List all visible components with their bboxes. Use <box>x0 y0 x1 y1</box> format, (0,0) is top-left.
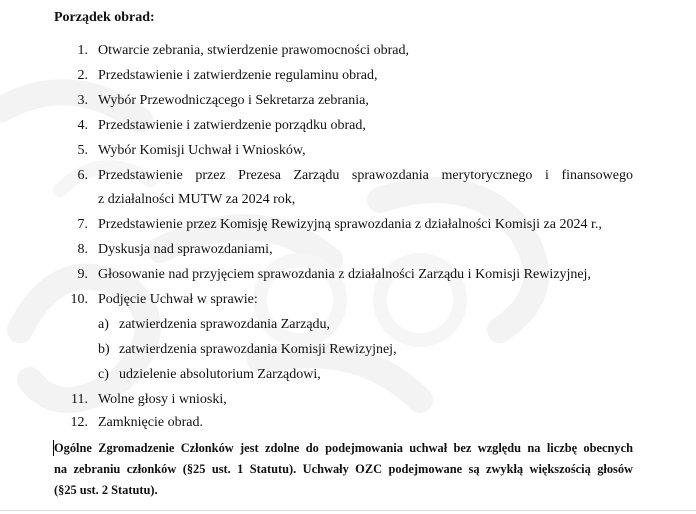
agenda-subitem-text: zatwierdzenia sprawozdania Komisji Rewizyjnej, <box>119 342 397 357</box>
agenda-item-text: Podjęcie Uchwał w sprawie: <box>98 292 258 307</box>
agenda-item-text: Otwarcie zebrania, stwierdzenie prawomocności obrad, <box>98 43 409 58</box>
page-bottom-edge <box>0 510 696 511</box>
agenda-item-number: 3. <box>77 93 88 108</box>
agenda-item-number: 11. <box>71 392 88 407</box>
note-line: na zebraniu członków (§25 ust. 1 Statutu). Uchwały OZC podejmowane są zwykłą większością głosów <box>54 462 633 476</box>
agenda-subitem-letter: c) <box>98 367 109 382</box>
agenda-subitem-text: zatwierdzenia sprawozdania Zarządu, <box>119 317 331 332</box>
quorum-note[interactable] <box>54 438 633 501</box>
note-line: Ogólne Zgromadzenie Członków jest zdolne do podejmowania uchwał bez względu na liczbę obecnych <box>54 441 633 455</box>
agenda-item-number: 4. <box>77 118 88 133</box>
agenda-item-text: Przedstawienie i zatwierdzenie regulaminu obrad, <box>98 68 378 83</box>
agenda-item-text: Wybór Przewodniczącego i Sekretarza zebrania, <box>98 93 369 108</box>
agenda-item-text: Wybór Komisji Uchwał i Wniosków, <box>98 143 306 158</box>
note-line: (§25 ust. 2 Statutu). <box>54 483 158 497</box>
agenda-item-number: 10. <box>70 292 88 307</box>
agenda-item-number: 2. <box>77 68 88 83</box>
agenda-item-text: Głosowanie nad przyjęciem sprawozdania z działalności Zarządu i Komisji Rewizyjnej, <box>98 267 591 282</box>
agenda-item-number: 12. <box>70 415 88 430</box>
agenda-item-text: Przedstawienie przez Prezesa Zarządu sprawozdania merytorycznego i finansowego <box>98 168 633 183</box>
agenda-subitem-text: udzielenie absolutorium Zarządowi, <box>119 367 321 382</box>
agenda-item-number: 9. <box>77 267 88 282</box>
agenda-heading: Porządek obrad: <box>54 10 155 25</box>
agenda-item-text: Dyskusja nad sprawozdaniami, <box>98 242 273 257</box>
agenda-item-number: 1. <box>77 43 88 58</box>
agenda-item-text: Przedstawienie przez Komisję Rewizyjną sprawozdania z działalności Komisji za 2024 r., <box>98 217 602 232</box>
agenda-item-text: Przedstawienie i zatwierdzenie porządku obrad, <box>98 118 366 133</box>
agenda-item-number: 7. <box>77 217 88 232</box>
agenda-item-continuation: z działalności MUTW za 2024 rok, <box>98 192 296 207</box>
agenda-subitem-letter: b) <box>98 342 110 357</box>
agenda-item-number: 8. <box>77 242 88 257</box>
agenda-item-text: Wolne głosy i wnioski, <box>98 392 227 407</box>
agenda-subitem-letter: a) <box>98 317 109 332</box>
agenda-item-number: 5. <box>77 143 88 158</box>
agenda-item-text: Zamknięcie obrad. <box>98 415 203 430</box>
agenda-item-number: 6. <box>77 168 88 183</box>
